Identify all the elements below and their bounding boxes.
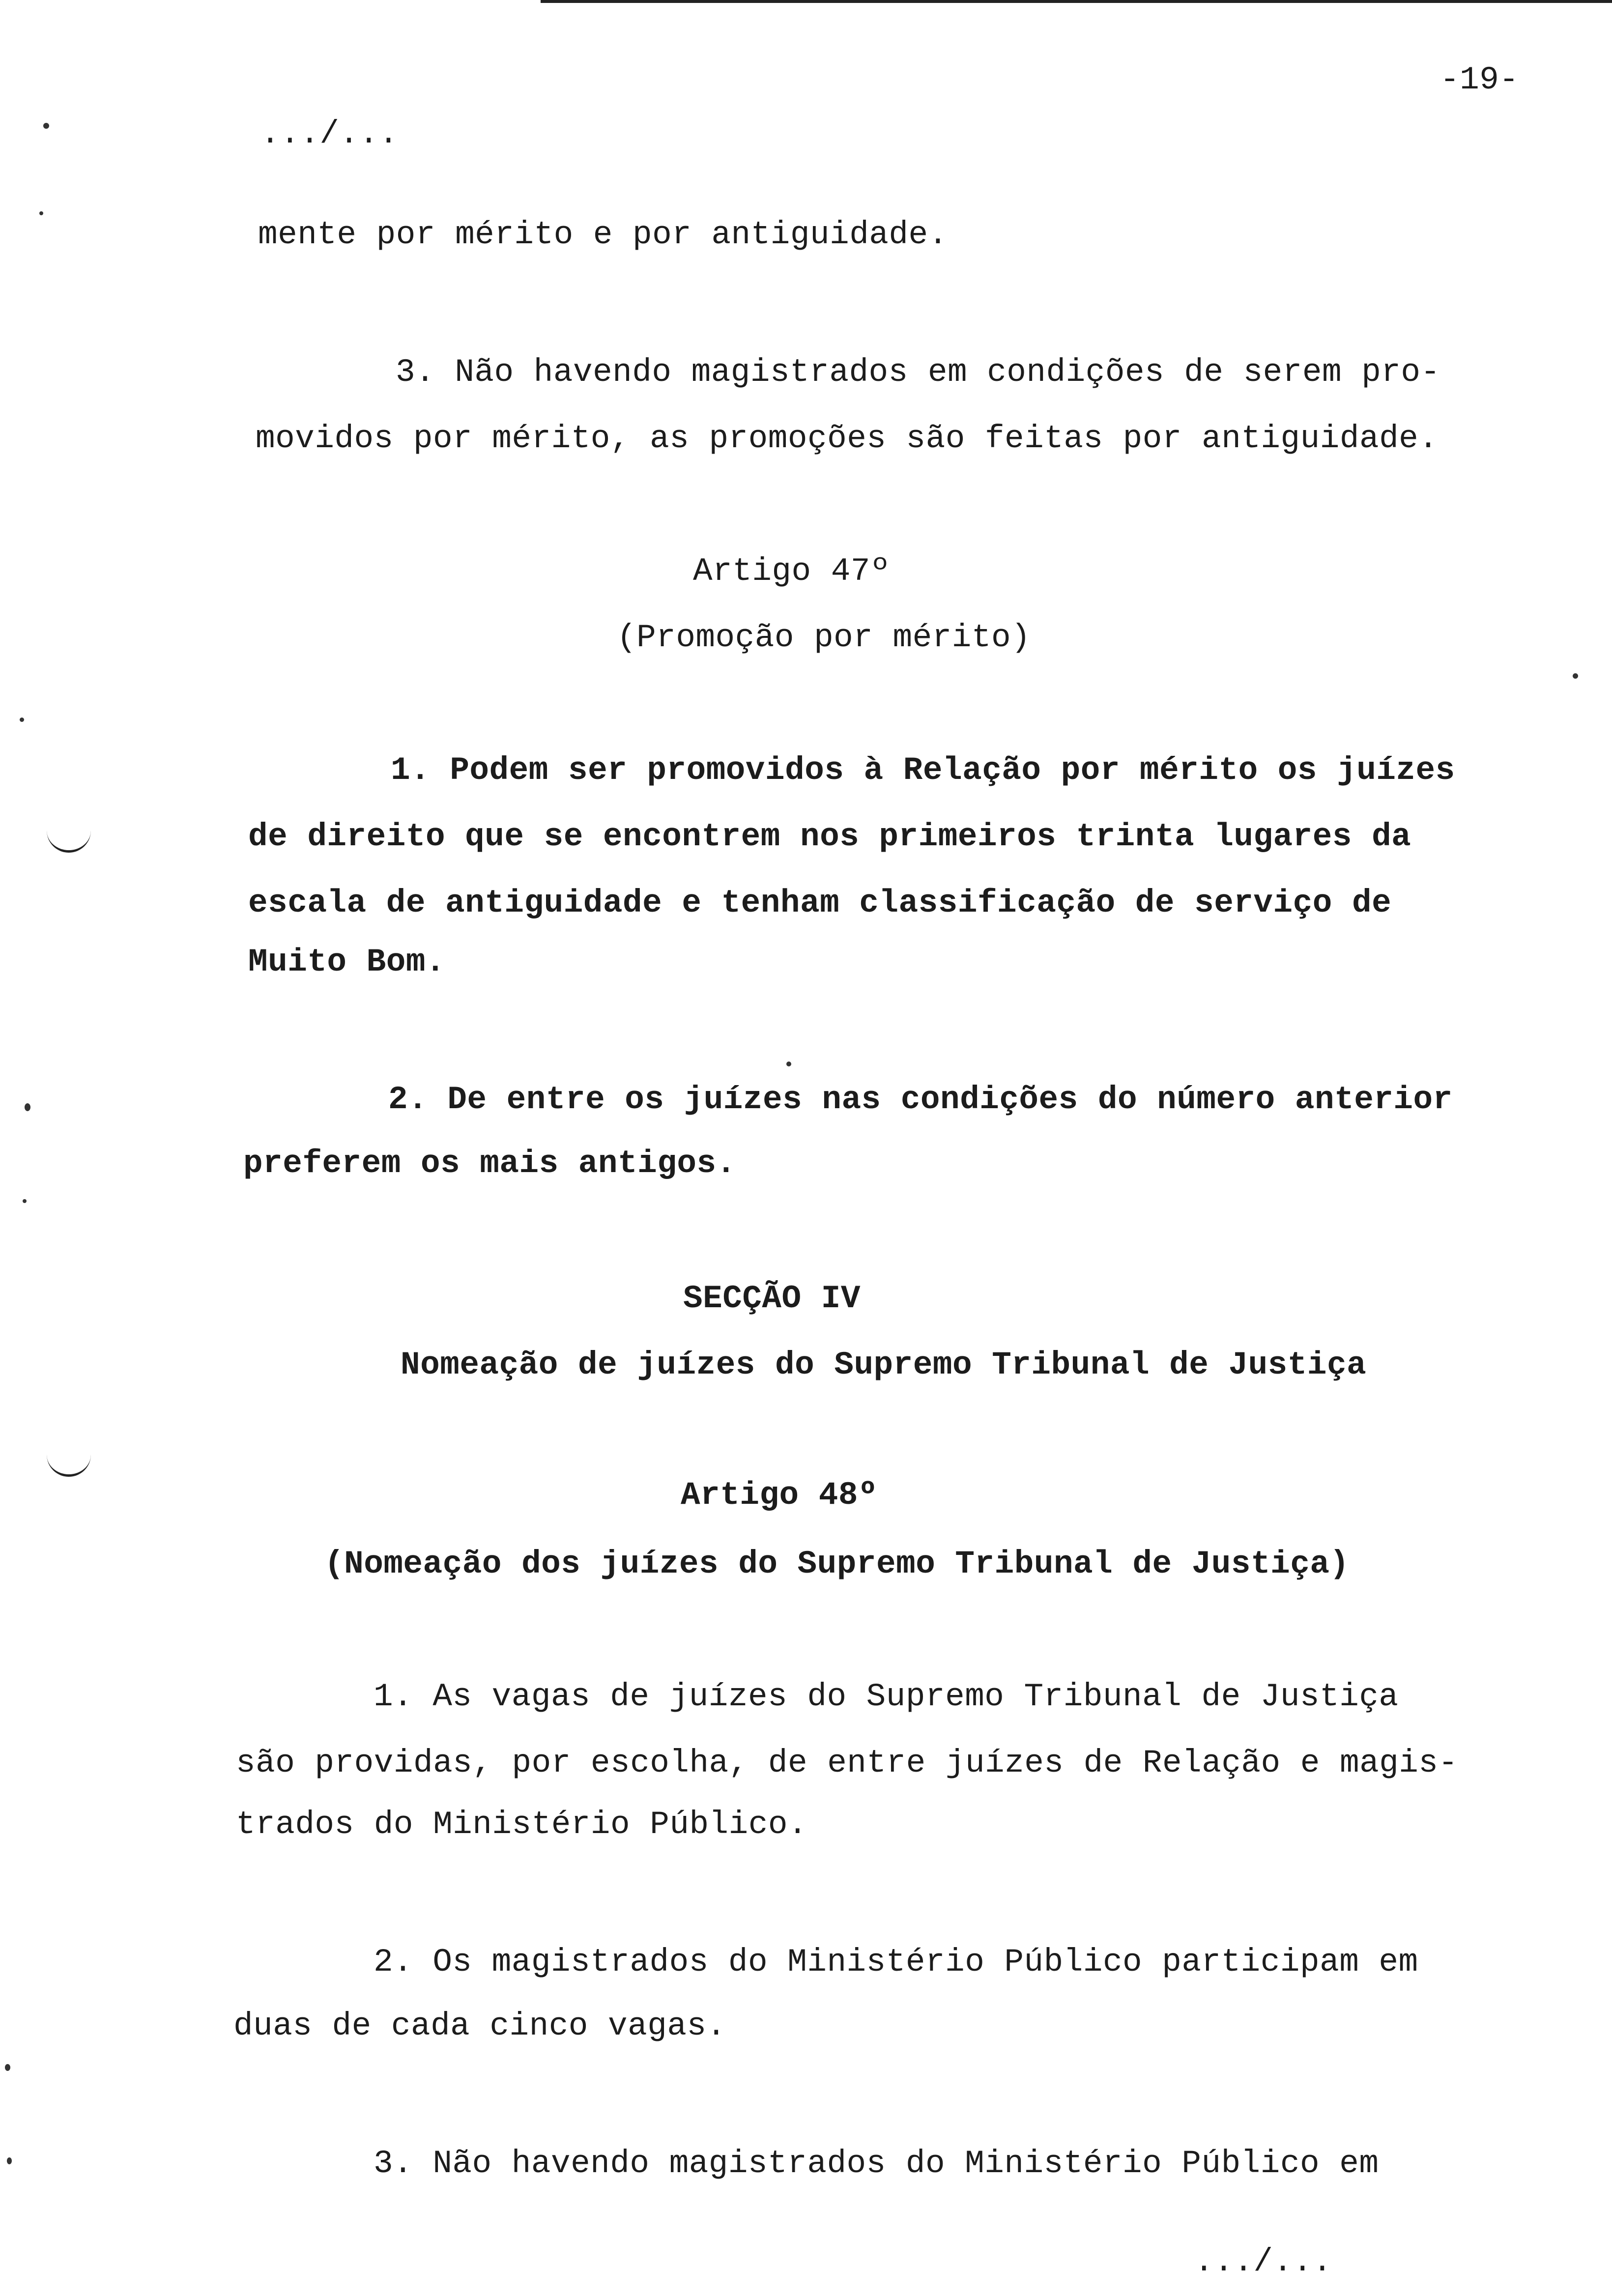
scan-speck: [25, 1103, 30, 1111]
scan-speck: [39, 211, 43, 215]
page-number: -19-: [1440, 61, 1519, 98]
article-47-p2-line-2: preferem os mais antigos.: [243, 1145, 736, 1182]
scan-speck: [7, 2157, 12, 2164]
scan-speck: [43, 123, 49, 129]
scan-speck: [5, 2064, 10, 2071]
top-rule: [541, 0, 1612, 3]
section-title: SECÇÃO IV: [683, 1280, 861, 1317]
article-48-p3-line-1: 3. Não havendo magistrados do Ministério Público em: [374, 2145, 1379, 2182]
article-48-p1-line-2: são providas, por escolha, de entre juízes de Relação e magis-: [236, 1745, 1458, 1781]
article-48-p2-line-2: duas de cada cinco vagas.: [233, 2008, 726, 2044]
scan-speck: [786, 1062, 791, 1066]
article-47-title: Artigo 47º: [693, 553, 891, 590]
paragraph-3-line-1: 3. Não havendo magistrados em condições de serem pro-: [396, 354, 1440, 391]
article-47-p1-line-2: de direito que se encontrem nos primeiros trinta lugares da: [248, 818, 1411, 855]
continuation-top: .../...: [260, 115, 399, 152]
article-47-p2-line-1: 2. De entre os juízes nas condições do número anterior: [388, 1081, 1453, 1118]
article-48-p2-line-1: 2. Os magistrados do Ministério Público participam em: [374, 1944, 1418, 1980]
continuation-bottom: .../...: [1194, 2243, 1332, 2280]
paragraph-3-line-2: movidos por mérito, as promoções são feitas por antiguidade.: [256, 420, 1439, 457]
article-48-title: Artigo 48º: [681, 1477, 878, 1514]
scan-speck: [20, 718, 24, 722]
binding-hole-mark: [47, 1455, 91, 1477]
article-47-p1-line-4: Muito Bom.: [248, 944, 446, 980]
article-47-p1-line-3: escala de antiguidade e tenham classificação de serviço de: [248, 885, 1392, 921]
article-47-p1-line-1: 1. Podem ser promovidos à Relação por mérito os juízes: [391, 752, 1455, 789]
scan-speck: [23, 1199, 27, 1203]
section-subtitle: Nomeação de juízes do Supremo Tribunal de Justiça: [401, 1347, 1367, 1383]
article-47-subtitle: (Promoção por mérito): [617, 619, 1031, 656]
text-line: mente por mérito e por antiguidade.: [258, 216, 948, 253]
article-48-subtitle: (Nomeação dos juízes do Supremo Tribunal de Justiça): [324, 1546, 1350, 1582]
article-48-p1-line-1: 1. As vagas de juízes do Supremo Tribunal de Justiça: [374, 1678, 1399, 1715]
article-48-p1-line-3: trados do Ministério Público.: [236, 1806, 808, 1843]
binding-hole-mark: [47, 831, 91, 853]
scan-speck: [1573, 673, 1578, 679]
